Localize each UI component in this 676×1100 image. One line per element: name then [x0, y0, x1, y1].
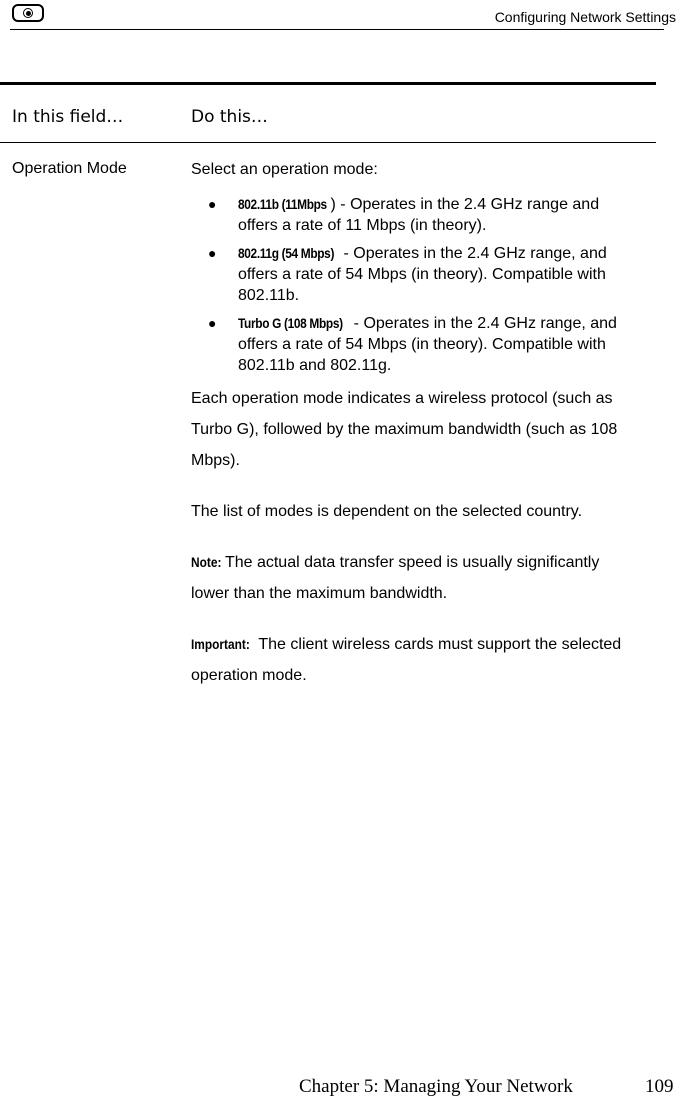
table-top-rule	[0, 82, 656, 85]
header-rule	[10, 29, 664, 30]
page-number: 109	[645, 1076, 674, 1097]
mode-close: )	[330, 196, 336, 213]
bullet-icon: ●	[208, 245, 217, 261]
paragraph-country: The list of modes is dependent on the selected country.	[191, 503, 583, 520]
mode-name: Turbo G (108 Mbps)	[238, 315, 343, 331]
mode-text: - Operates in the 2.4 GHz range and offers a rate of 11 Mbps (in theory).	[238, 196, 600, 234]
column-header-action: Do this…	[191, 107, 268, 127]
list-item	[191, 194, 641, 236]
list-item	[191, 313, 641, 376]
important-text: The client wireless cards must support the selected operation mode.	[191, 636, 622, 684]
note-paragraph	[191, 547, 641, 609]
running-header-title: Configuring Network Settings	[494, 9, 676, 25]
column-header-field: In this field…	[12, 107, 124, 127]
list-item	[191, 243, 641, 306]
footer-chapter: Chapter 5: Managing Your Network	[299, 1076, 573, 1097]
mode-name: 802.11b (11Mbps	[238, 196, 327, 212]
note-text: The actual data transfer speed is usually significantly lower than the maximum bandwidth.	[191, 554, 600, 602]
table-header-rule	[0, 142, 656, 143]
important-label: Important:	[191, 636, 250, 652]
mode-name: 802.11g (54 Mbps)	[238, 245, 335, 261]
paragraph-protocol: Each operation mode indicates a wireless protocol (such as Turbo G), followed by the maximum bandwidth (such as 108 Mbps).	[191, 390, 618, 469]
bullet-icon: ●	[208, 196, 217, 212]
intro-text: Select an operation mode:	[191, 161, 378, 178]
circle-target-icon	[12, 4, 44, 22]
mode-list	[191, 194, 641, 376]
bullet-icon: ●	[208, 315, 217, 331]
mode-text: - Operates in the 2.4 GHz range, and offers a rate of 54 Mbps (in theory). Compatible with 802.11b.	[238, 245, 607, 304]
field-name: Operation Mode	[12, 160, 127, 177]
important-paragraph	[191, 629, 641, 691]
note-label: Note:	[191, 554, 222, 570]
mode-text: - Operates in the 2.4 GHz range, and offers a rate of 54 Mbps (in theory). Compatible with 802.11b and 802.11g.	[238, 315, 617, 374]
field-description	[191, 160, 641, 691]
